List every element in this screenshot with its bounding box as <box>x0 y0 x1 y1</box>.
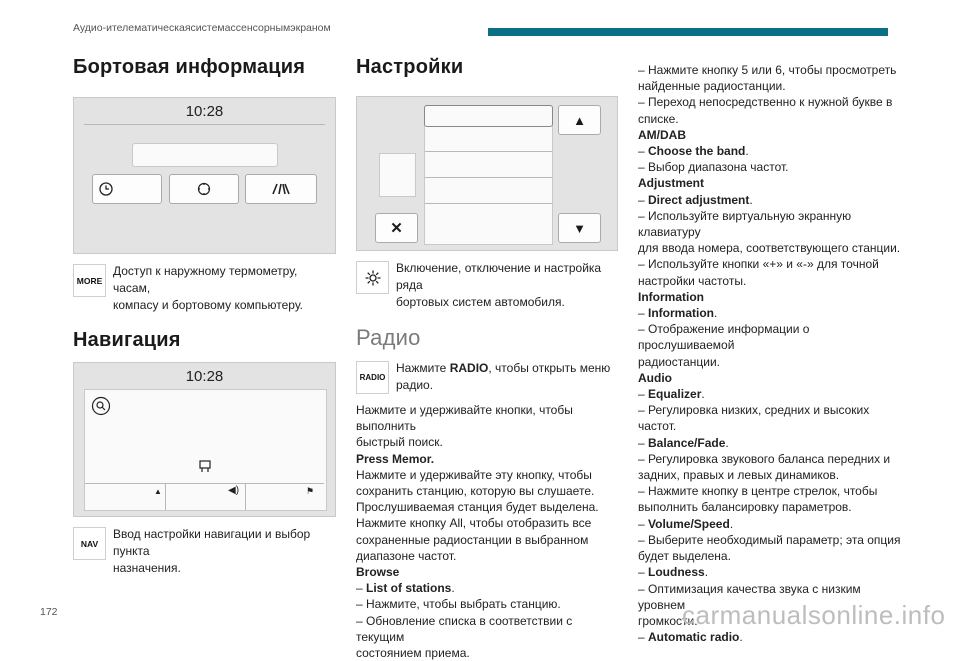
settings-button[interactable] <box>356 261 389 294</box>
text-line: Adjustment <box>638 176 704 191</box>
arrow-up-icon[interactable]: ▲ <box>154 487 162 496</box>
text-line: Browse <box>356 565 400 580</box>
text-line: – Нажмите, чтобы выбрать станцию. <box>356 597 561 612</box>
text-line: – Choose the band. <box>638 144 749 159</box>
text-line: – Automatic radio. <box>638 630 743 645</box>
text-line: Audio <box>638 370 672 385</box>
text-line: – Регулировка звукового баланса передних и <box>638 451 891 466</box>
close-button[interactable] <box>375 213 418 243</box>
close-icon: ✕ <box>390 220 403 237</box>
settings-description: Включение, отключение и настройка ряда бортовых систем автомобиля. <box>356 260 618 311</box>
compass-icon <box>197 182 211 196</box>
text-line: – Используйте виртуальную экранную клавиатуру <box>638 208 852 240</box>
text-line: будет выделена. <box>638 549 731 564</box>
text-line: – Loudness. <box>638 565 709 580</box>
right-column <box>638 62 908 645</box>
down-arrow-icon: ▼ <box>573 220 586 236</box>
text-line: быстрый поиск. <box>356 435 443 450</box>
text-line: – Переход непосредственно к нужной букве в <box>638 95 893 110</box>
board-info-description: MORE Доступ к наружному термометру, часам, компасу и бортовому компьютеру. <box>73 263 336 314</box>
road-icon <box>271 183 291 195</box>
radio-settings-body <box>638 62 908 645</box>
board-info-title: Бортовая информация <box>73 56 306 78</box>
text-line: диапазоне частот. <box>356 548 457 563</box>
text-line: выполнить балансировку параметров. <box>638 500 852 515</box>
text-line: – Оптимизация качества звука с низким уровнем <box>638 581 861 612</box>
radio-body <box>356 402 618 661</box>
text-line: Нажмите и удерживайте кнопки, чтобы выполнить <box>356 403 573 434</box>
up-arrow-icon: ▲ <box>573 112 586 128</box>
nav-button[interactable]: NAV <box>73 527 106 560</box>
gear-icon <box>364 269 382 287</box>
watermark: carmanualsonline.info <box>682 600 946 630</box>
search-icon <box>91 396 111 416</box>
radio-title: Радио <box>356 325 421 350</box>
board-info-screen <box>73 97 336 254</box>
text-line: сохраненные радиостанции в выбранном <box>356 532 589 547</box>
radio-intro: RADIO Нажмите RADIO, чтобы открыть меню радио. <box>356 360 618 394</box>
settings-screen <box>356 96 618 251</box>
screen-time: 10:28 <box>185 103 224 120</box>
text-line: задних, правых и левых динамиков. <box>638 468 840 483</box>
text-line: радиостанции. <box>638 354 721 369</box>
left-column <box>73 56 336 577</box>
text-line: – Balance/Fade. <box>638 435 729 450</box>
text-line: – Регулировка низких, средних и высоких частот. <box>638 403 870 434</box>
text-line: – Обновление списка в соответствии с текущим <box>356 613 573 644</box>
text-line: – List of stations. <box>356 581 455 596</box>
running-header: Аудио-ителематическаясистемассенсорнымэкраном <box>73 22 331 34</box>
text-line: – Отображение информации о прослушиваемой <box>638 322 810 353</box>
text-line: – Выберите необходимый параметр; эта опция <box>638 532 901 547</box>
clock-icon <box>99 182 113 196</box>
text-line: Нажмите кнопку All, чтобы отобразить все <box>356 516 592 531</box>
volume-icon[interactable]: ◀) <box>228 485 240 496</box>
text-line: – Equalizer. <box>638 387 705 402</box>
text-line: найденные радиостанции. <box>638 79 786 94</box>
navigation-description: NAV Ввод настройки навигации и выбор пункта назначения. <box>73 526 336 577</box>
poi-icon <box>198 459 212 475</box>
clock-button[interactable] <box>92 174 162 204</box>
compass-button[interactable] <box>169 174 239 204</box>
more-button[interactable]: MORE <box>73 264 106 297</box>
text-line: Прослушиваемая станция будет выделена. <box>356 500 599 515</box>
navigation-title: Навигация <box>73 329 181 351</box>
text-line: – Нажмите кнопку в центре стрелок, чтобы <box>638 484 878 499</box>
text-line: громкости. <box>638 613 698 628</box>
text-line: состоянием приема. <box>356 646 470 661</box>
navigation-screen <box>73 362 336 517</box>
search-circle[interactable] <box>91 396 111 418</box>
text-line: сохранить станцию, которую вы слушаете. <box>356 484 595 499</box>
radio-button[interactable]: RADIO <box>356 361 389 394</box>
text-line: – Выбор диапазона частот. <box>638 160 789 175</box>
trip-computer-button[interactable] <box>245 174 317 204</box>
text-line: настройки частоты. <box>638 273 747 288</box>
text-line: Information <box>638 289 704 304</box>
text-line: списке. <box>638 111 679 126</box>
header-accent-bar <box>488 28 888 36</box>
text-line: Нажмите и удерживайте эту кнопку, чтобы <box>356 467 592 482</box>
text-line: – Information. <box>638 306 718 321</box>
text-line: – Используйте кнопки «+» и «-» для точной <box>638 257 879 272</box>
text-line: для ввода номера, соответствующего станции. <box>638 241 901 256</box>
screen-time: 10:28 <box>185 368 224 385</box>
flag-icon[interactable]: ⚑ <box>306 486 315 496</box>
middle-column <box>356 56 618 661</box>
page-number: 172 <box>40 606 58 618</box>
text-line: – Direct adjustment. <box>638 192 753 207</box>
text-line: – Нажмите кнопку 5 или 6, чтобы просмотреть <box>638 63 897 77</box>
text-line: Press Memor. <box>356 451 435 466</box>
text-line: AM/DAB <box>638 127 686 142</box>
scroll-down-button[interactable] <box>558 213 601 243</box>
settings-title: Настройки <box>356 56 464 78</box>
scroll-up-button[interactable] <box>558 105 601 135</box>
text-line: – Volume/Speed. <box>638 516 734 531</box>
